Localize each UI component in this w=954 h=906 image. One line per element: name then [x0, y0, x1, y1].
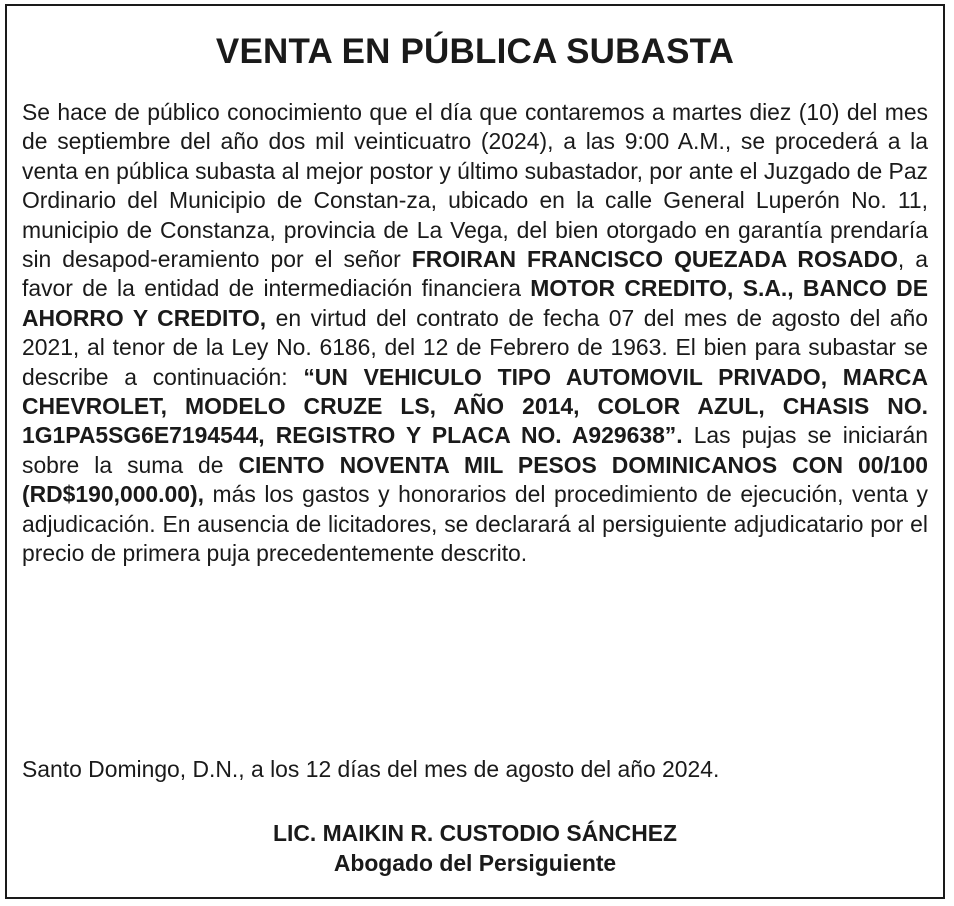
body-intro: Se hace de público conocimiento que el día que contaremos a martes diez (10) del mes de septiembre del año dos mil veinticuatro (2024), a las 9:00 A.M., se procederá a la venta en pública subasta al mejor postor y último subastador, por ante el Juzgado de Paz Ordinario del Municipio de Constan-za, ubicado en la calle General Luperón No. 11, municipio de Constanza, provincia de La Vega, del bien otorgado en garantía prendaría sin desapod-eramiento por el señor [22, 99, 929, 273]
signature-name: LIC. MAIKIN R. CUSTODIO SÁNCHEZ [273, 820, 677, 846]
date-line: Santo Domingo, D.N., a los 12 días del mes de agosto del año 2024. [22, 756, 720, 782]
body-contract: en virtud del contrato de fecha 07 del mes de agosto del año 2021, al tenor de la Ley No. 6186, del 12 de Febrero de 1963. El bien para subastar se describe a continuación: [22, 304, 928, 390]
body-bids: Las pujas se iniciarán sobre la suma de [22, 422, 928, 478]
bid-amount: CIENTO NOVENTA MIL PESOS DOMINICANOS CON 00/100 (RD$190,000.00), [22, 451, 929, 508]
creditor-name: MOTOR CREDITO, S.A., BANCO DE AHORRO Y CREDITO, [22, 275, 928, 331]
notice-body [22, 98, 928, 569]
signature-role: Abogado del Persiguiente [333, 850, 617, 876]
notice-frame [5, 4, 945, 899]
body-closing: más los gastos y honorarios del procedimiento de ejecución, venta y adjudicación. En ausencia de licitadores, se declarará al persiguiente adjudicatario por el precio de primera puja precedentemente descrito. [22, 481, 928, 567]
body-favor: , a favor de la entidad de intermediación financiera [22, 246, 928, 302]
vehicle-description: “UN VEHICULO TIPO AUTOMOVIL PRIVADO, MARCA CHEVROLET, MODELO CRUZE LS, AÑO 2014, COLOR AZUL, CHASIS NO. 1G1PA5SG6E7194544, REGISTRO Y PLACA NO. A929638”. [22, 363, 928, 449]
debtor-name: FROIRAN FRANCISCO QUEZADA ROSADO [411, 246, 898, 273]
notice-title: VENTA EN PÚBLICA SUBASTA [215, 32, 735, 71]
